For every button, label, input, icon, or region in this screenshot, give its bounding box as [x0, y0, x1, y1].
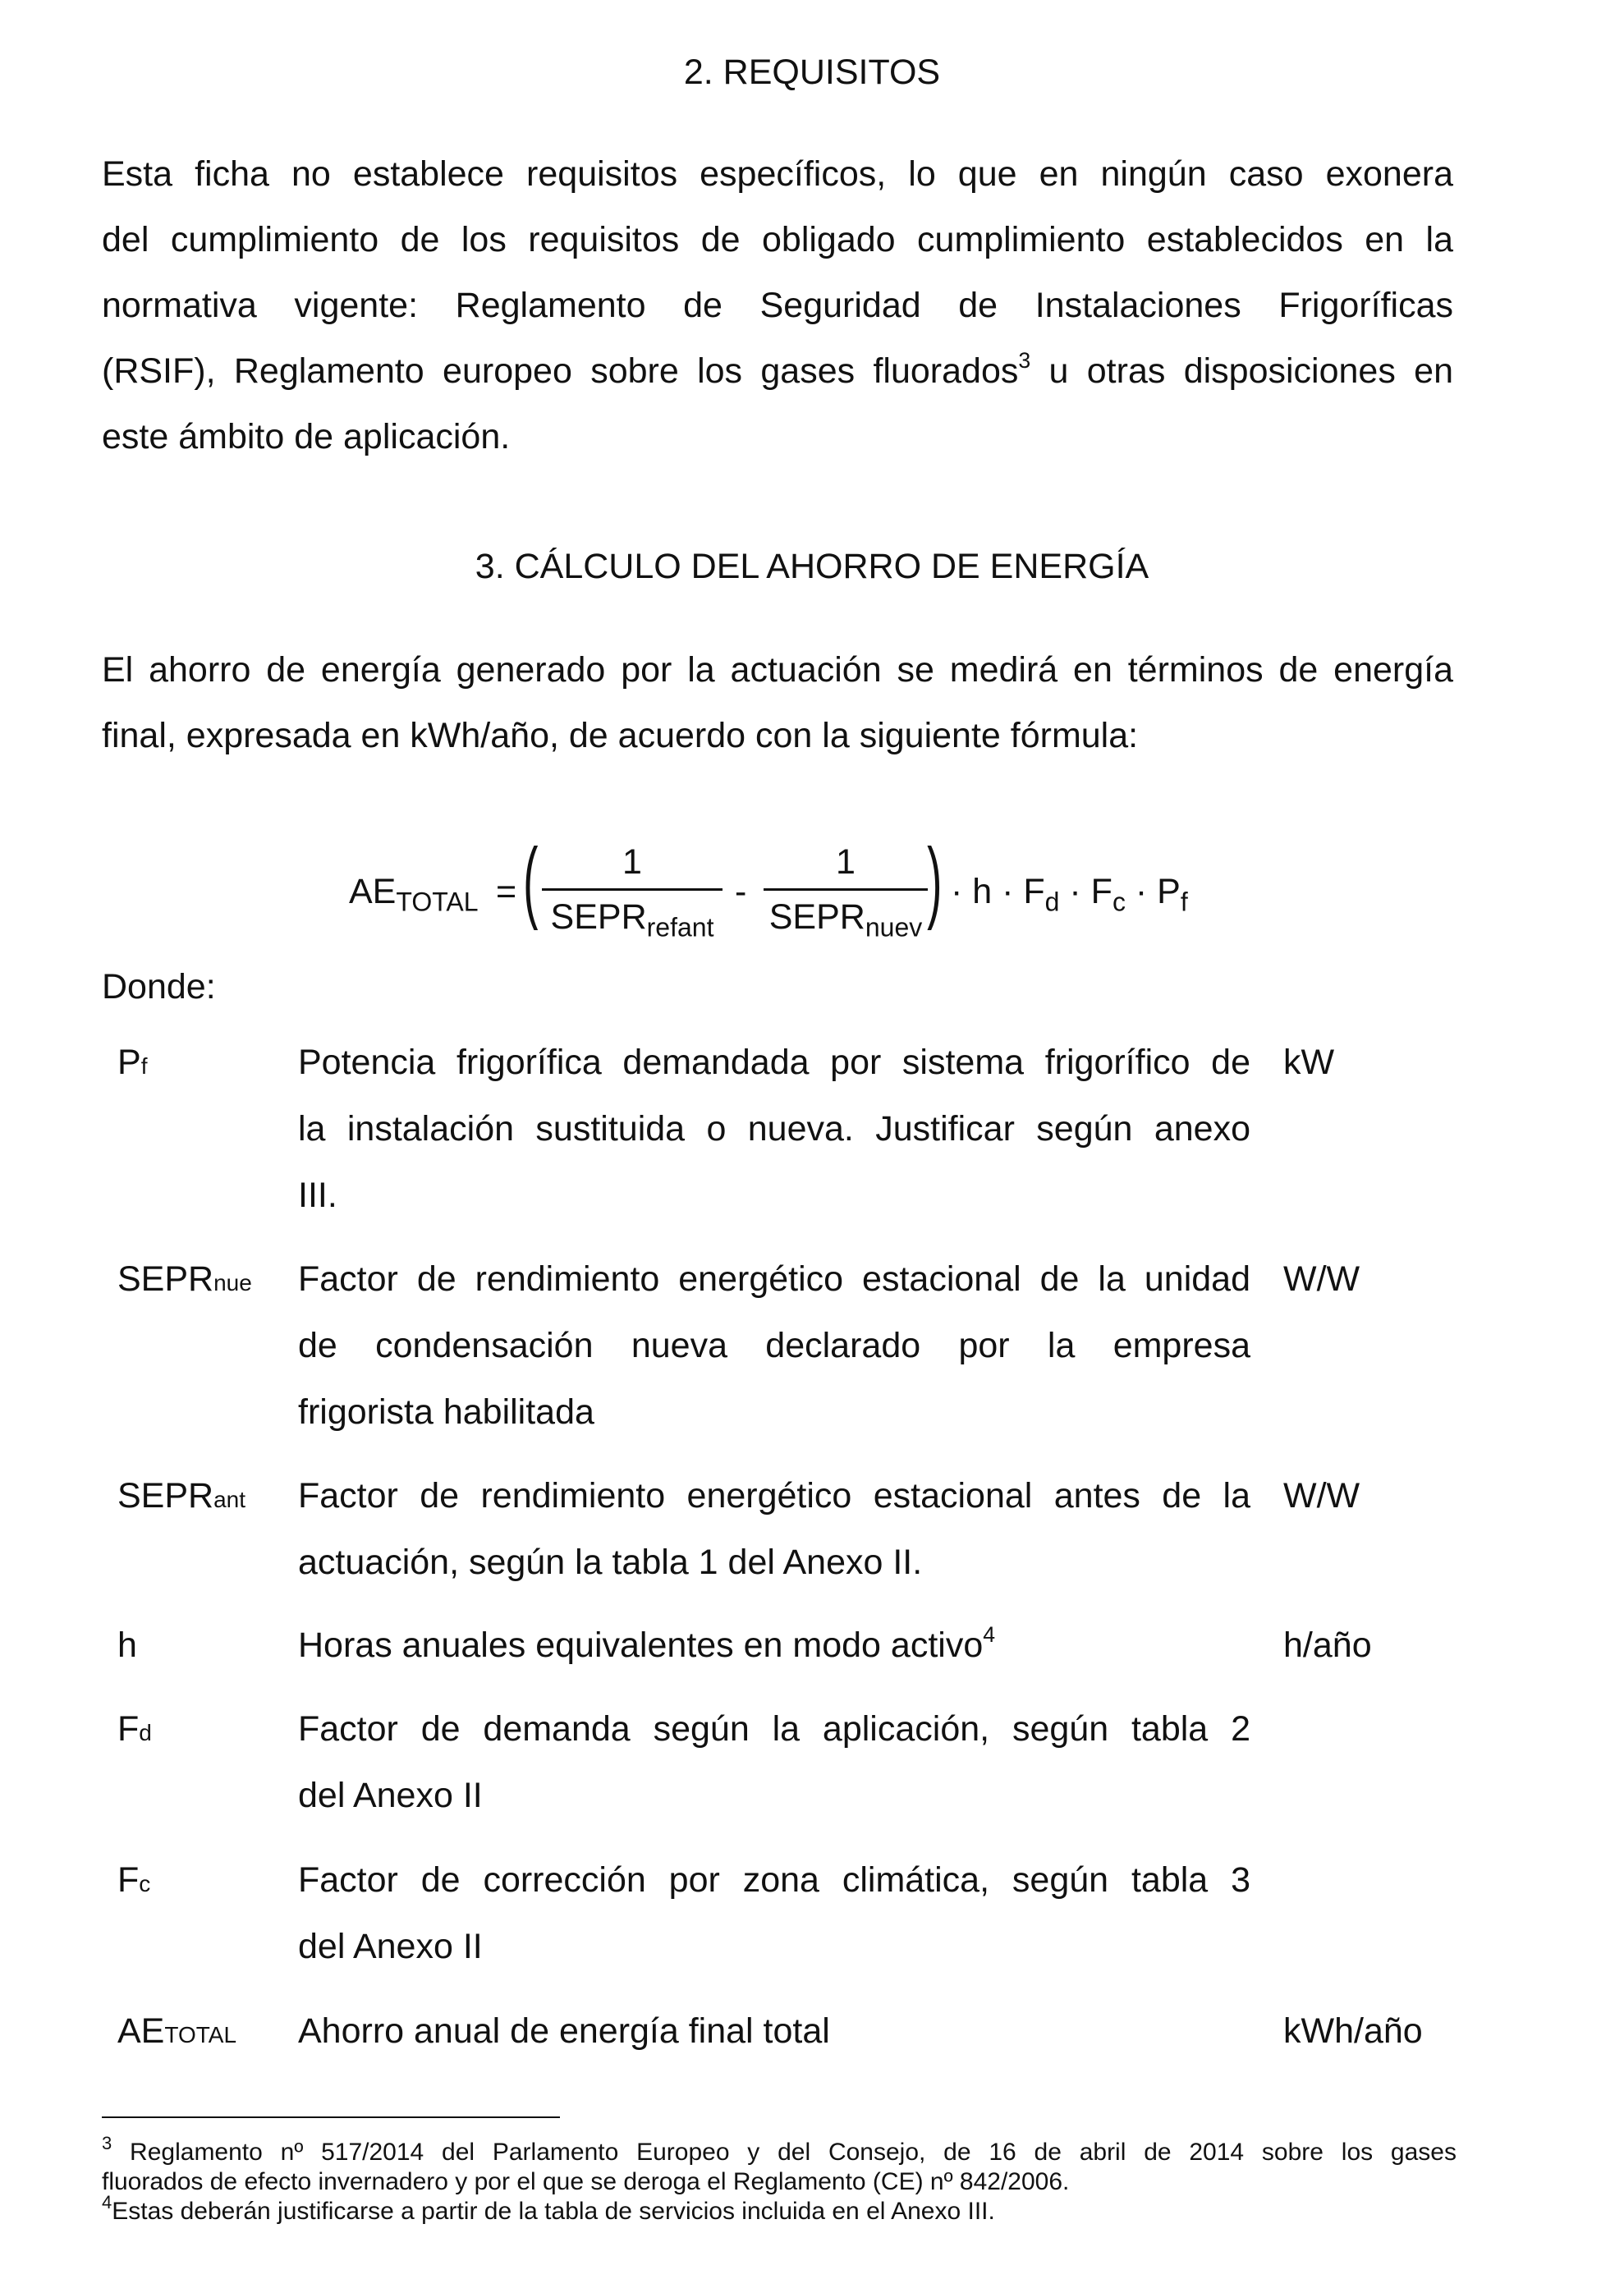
definition-line-text: Horas anuales equivalentes en modo activo — [298, 1626, 984, 1665]
footnote-line: fluorados de efecto invernadero y por el que se deroga el Reglamento (CE) nº 842/2006. — [102, 2168, 1070, 2195]
denominator-symbol: SEPR — [550, 897, 647, 937]
symbol-text: P — [117, 1043, 141, 1082]
symbol-subscript: ant — [213, 1487, 246, 1512]
definition-line: de condensación nueva declarado por la empresa — [298, 1326, 1250, 1365]
definition-text — [298, 1998, 1250, 2065]
definition-unit: kW — [1283, 1043, 1335, 1082]
denominator-subscript: nuev — [865, 912, 923, 942]
definition-line: Factor de rendimiento energético estacional antes de la — [298, 1476, 1250, 1516]
formula-tail — [951, 870, 1188, 917]
footnote-3 — [102, 2132, 1457, 2197]
definition-line: Factor de demanda según la aplicación, según tabla 2 — [298, 1709, 1250, 1749]
formula-lhs-symbol: AE — [349, 872, 397, 911]
fraction-denominator — [542, 896, 723, 942]
definition-symbol — [117, 1041, 147, 1088]
definition-text — [298, 1463, 1250, 1596]
definition-line: frigorista habilitada — [298, 1392, 594, 1432]
fraction-bar — [764, 888, 928, 891]
paragraph-line: este ámbito de aplicación. — [102, 417, 511, 456]
paragraph-line: final, expresada en kWh/año, de acuerdo con la siguiente fórmula: — [102, 716, 1139, 755]
energy-savings-formula — [0, 0, 1624, 985]
definition-symbol — [117, 1258, 252, 1305]
definition-text — [298, 1029, 1250, 1229]
footnote-mark: 4 — [102, 2191, 112, 2213]
footnote-separator — [102, 2116, 560, 2118]
paragraph-line: normativa vigente: Reglamento de Seguridad de Instalaciones Frigoríficas — [102, 286, 1453, 325]
formula-factor: · h · F — [951, 872, 1045, 911]
symbol-text: F — [117, 1709, 140, 1749]
symbol-text: F — [117, 1860, 140, 1900]
definition-line: Factor de rendimiento energético estacional de la unidad — [298, 1259, 1250, 1299]
formula-lhs-subscript: TOTAL — [396, 887, 479, 917]
definition-line: del Anexo II — [298, 1776, 483, 1815]
definition-line — [298, 1612, 1250, 1679]
formula-equals: = — [496, 872, 517, 911]
definition-text — [298, 1246, 1250, 1446]
paragraph-line: del cumplimiento de los requisitos de obligado cumplimiento establecidos en la — [102, 220, 1453, 259]
definition-text — [298, 1696, 1250, 1829]
fraction-nuev — [764, 841, 928, 942]
symbol-subscript: c — [139, 1871, 151, 1896]
section-2-heading: 2. REQUISITOS — [683, 53, 941, 92]
definition-text — [298, 1847, 1250, 1980]
fraction-numerator: 1 — [622, 842, 642, 882]
symbol-text: SEPR — [117, 1259, 214, 1299]
definition-line: actuación, según la tabla 1 del Anexo II. — [298, 1543, 923, 1582]
footnote-ref-3: 3 — [1018, 348, 1031, 374]
definition-unit: kWh/año — [1283, 2011, 1423, 2051]
formula-factor: · P — [1125, 872, 1181, 911]
definition-line: Potencia frigorífica demandada por sistema frigorífico de — [298, 1043, 1250, 1082]
definition-symbol — [117, 1708, 152, 1754]
footnote-4 — [102, 2191, 1457, 2226]
formula-subscript: c — [1112, 887, 1126, 917]
fraction-denominator — [764, 896, 928, 942]
formula-subscript: f — [1180, 887, 1188, 917]
definition-symbol — [117, 1474, 245, 1521]
paragraph-text: (RSIF), Reglamento europeo sobre los gases fluorados — [102, 351, 1019, 391]
paragraph-line: El ahorro de energía generado por la actuación se medirá en términos de energía — [102, 650, 1453, 690]
paragraph-text: u otras disposiciones en — [1030, 351, 1453, 391]
symbol-text: AE — [117, 2011, 165, 2051]
footnote-ref-4: 4 — [983, 1622, 996, 1648]
denominator-subscript: refant — [646, 912, 714, 942]
paragraph-line: Esta ficha no establece requisitos específicos, lo que en ningún caso exonera — [102, 154, 1453, 194]
formula-lhs — [349, 870, 479, 917]
definition-line: la instalación sustituida o nueva. Justificar según anexo — [298, 1109, 1250, 1149]
fraction-numerator: 1 — [836, 842, 856, 882]
footnote-text: Estas deberán justificarse a partir de la tabla de servicios incluida en el Anexo III. — [112, 2198, 995, 2225]
definition-unit: W/W — [1283, 1476, 1360, 1516]
symbol-subscript: d — [139, 1720, 152, 1745]
definition-line: del Anexo II — [298, 1927, 483, 1966]
right-parenthesis: ) — [927, 830, 943, 931]
definition-line: III. — [298, 1176, 337, 1215]
denominator-symbol: SEPR — [768, 897, 865, 937]
symbol-subscript: nue — [213, 1270, 252, 1295]
donde-label: Donde: — [102, 967, 216, 1007]
footnote-mark: 3 — [102, 2132, 112, 2153]
formula-factor: · F — [1059, 872, 1112, 911]
definition-symbol — [117, 1624, 137, 1671]
definition-line: Factor de corrección por zona climática, según tabla 3 — [298, 1860, 1250, 1900]
formula-subscript: d — [1044, 887, 1060, 917]
formula-minus: - — [735, 872, 747, 911]
section-3-heading: 3. CÁLCULO DEL AHORRO DE ENERGÍA — [475, 547, 1149, 586]
definition-unit: W/W — [1283, 1259, 1360, 1299]
definition-line: Ahorro anual de energía final total — [298, 2011, 830, 2051]
footnote-line — [102, 2132, 1457, 2167]
symbol-subscript: TOTAL — [164, 2022, 237, 2047]
definition-symbol — [117, 1859, 150, 1905]
symbol-text: SEPR — [117, 1476, 214, 1516]
fraction-refant — [542, 841, 723, 942]
definition-unit: h/año — [1283, 1626, 1372, 1665]
fraction-bar — [542, 888, 723, 891]
definition-text — [298, 1612, 1250, 1679]
left-parenthesis: ( — [523, 830, 539, 931]
footnote-text: Reglamento nº 517/2014 del Parlamento Europeo y del Consejo, de 16 de abril de 2014 sobre los gases — [112, 2139, 1457, 2166]
symbol-subscript: f — [140, 1053, 148, 1079]
definition-symbol — [117, 2010, 236, 2057]
symbol-text: h — [117, 1626, 137, 1665]
footnote-line — [102, 2191, 1457, 2226]
